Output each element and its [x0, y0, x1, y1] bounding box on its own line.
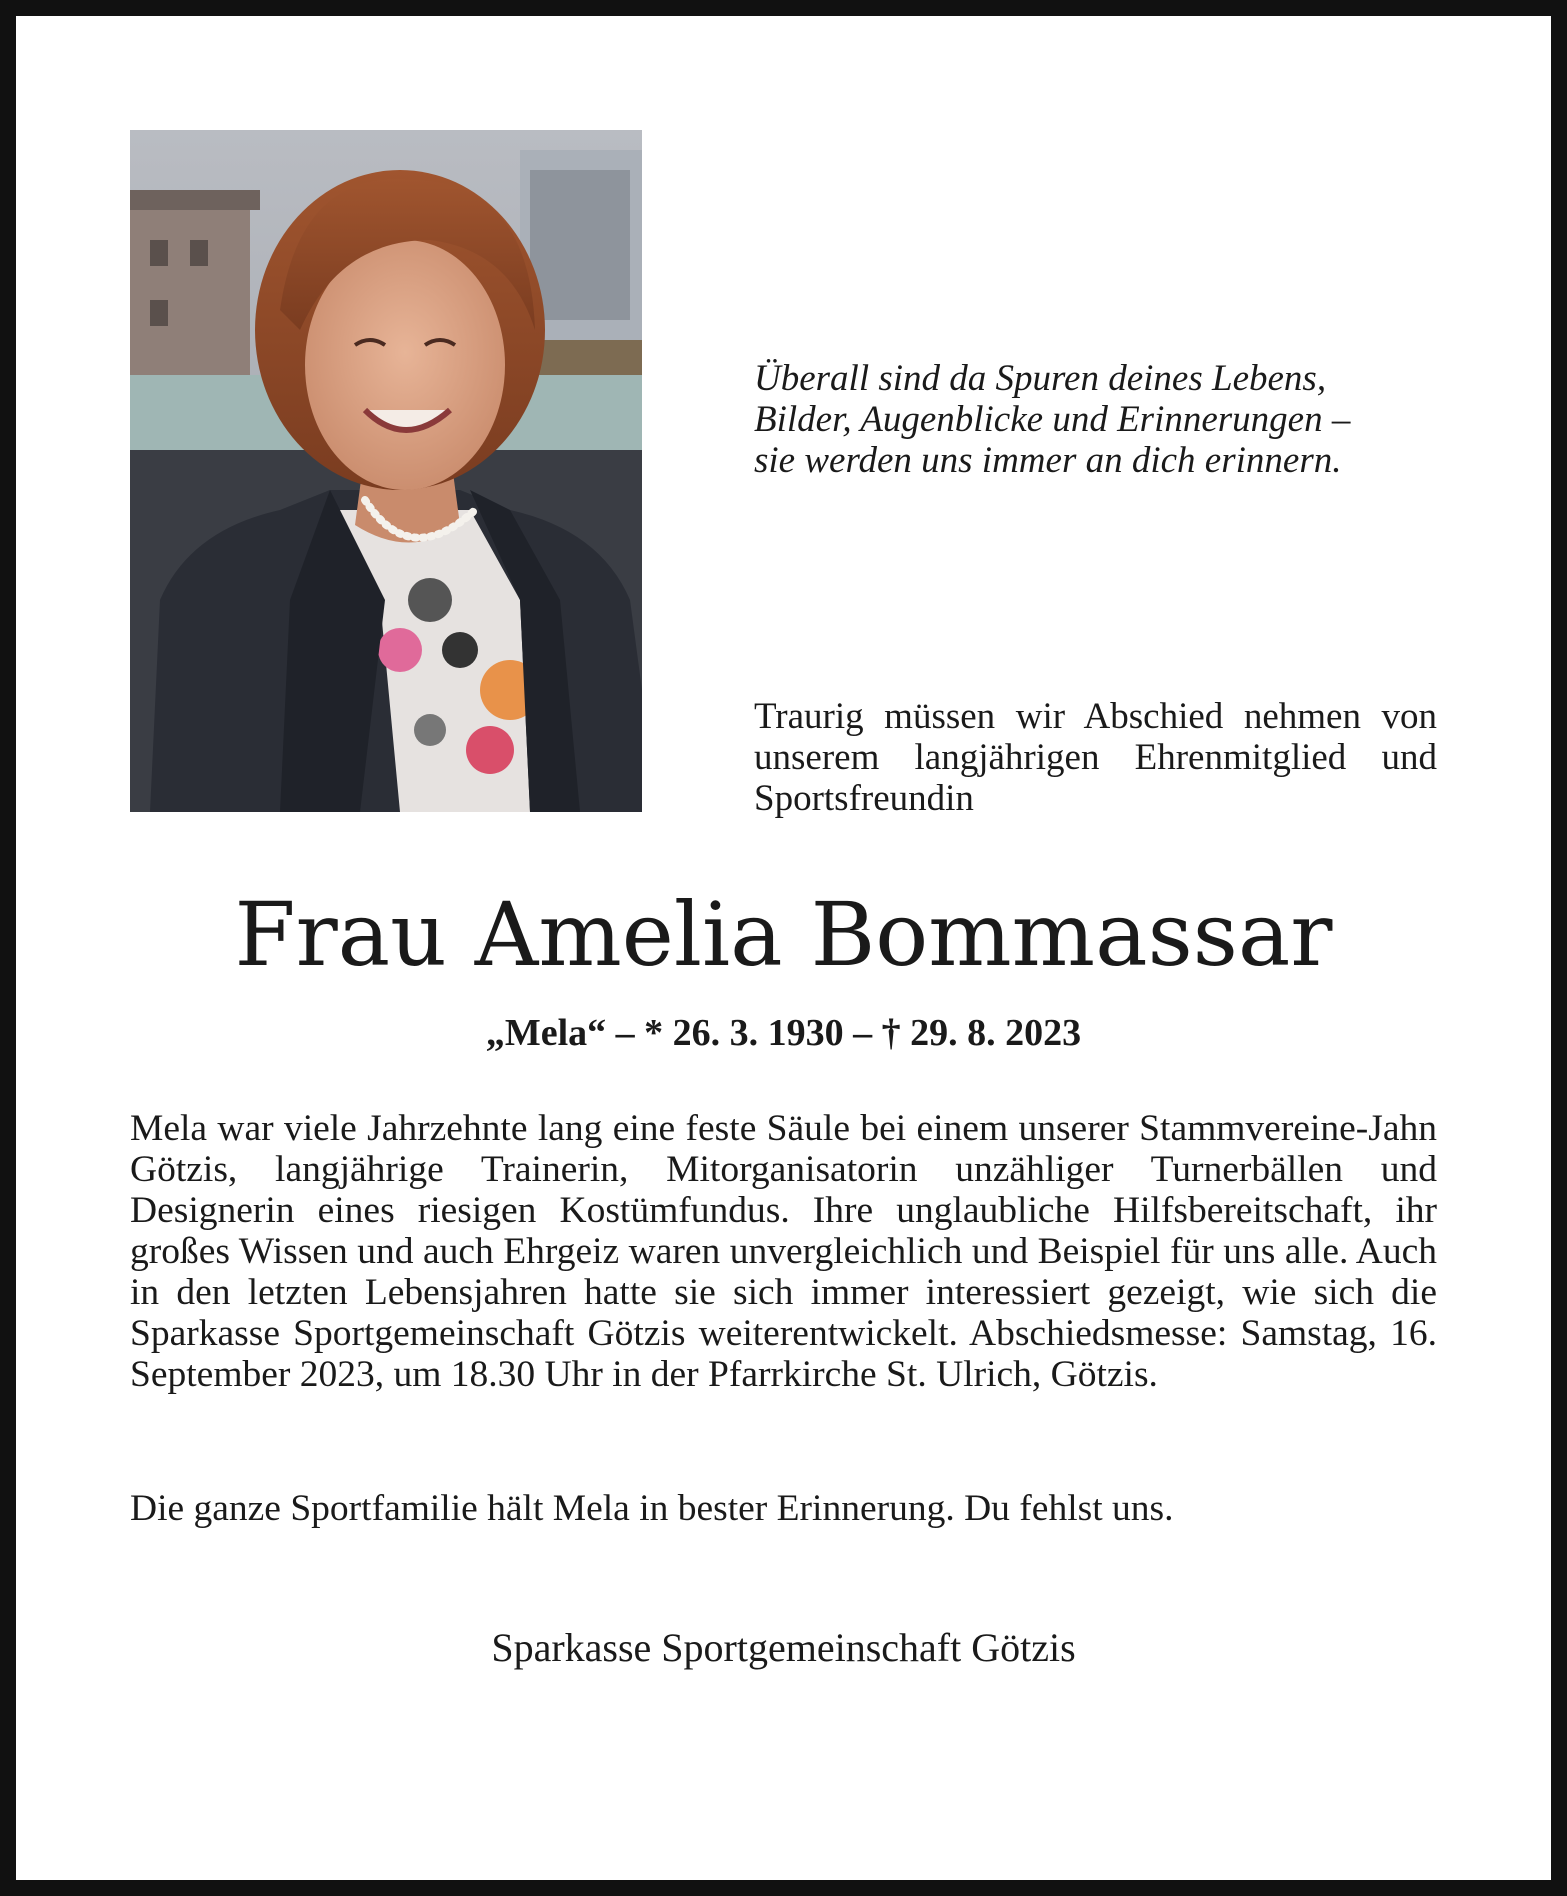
- farewell-intro: Traurig müssen wir Abschied nehmen von unserem langjährigen Ehrenmitglied und Sportsfreundin: [754, 696, 1437, 819]
- quote-line: Bilder, Augenblicke und Erinnerungen –: [754, 399, 1351, 440]
- tribute-text: Mela war viele Jahrzehnte lang eine feste Säule bei einem unserer Stammvereine-Jahn Götzis, langjährige Trainerin, Mitorganisatorin unzähliger Turnerbällen und Designerin eines riesigen Kostümfundus. Ihre unglaubliche Hilfsbereitschaft, ihr großes Wissen und auch Ehrgeiz waren unvergleichlich und Beispiel für uns alle. Auch in den letzten Lebensjahren hatte sie sich immer interessiert gezeigt, wie sich die Sparkasse Sportgemeinschaft Götzis weiterentwickelt. Abschiedsmesse: Samstag, 16. September 2023, um 18.30 Uhr in der Pfarrkirche St. Ulrich, Götzis.: [130, 1108, 1437, 1395]
- deceased-name: Frau Amelia Bommassar: [234, 883, 1333, 986]
- quote-line: sie werden uns immer an dich erinnern.: [754, 440, 1342, 481]
- portrait-photo: [130, 130, 642, 812]
- signature: Sparkasse Sportgemeinschaft Götzis: [491, 1625, 1076, 1670]
- closing-line: Die ganze Sportfamilie hält Mela in bester Erinnerung. Du fehlst uns.: [130, 1488, 1174, 1529]
- memorial-quote: [754, 358, 1454, 481]
- quote-line: Überall sind da Spuren deines Lebens,: [754, 358, 1327, 399]
- nickname-and-dates: „Mela“ – * 26. 3. 1930 – † 29. 8. 2023: [485, 1012, 1082, 1054]
